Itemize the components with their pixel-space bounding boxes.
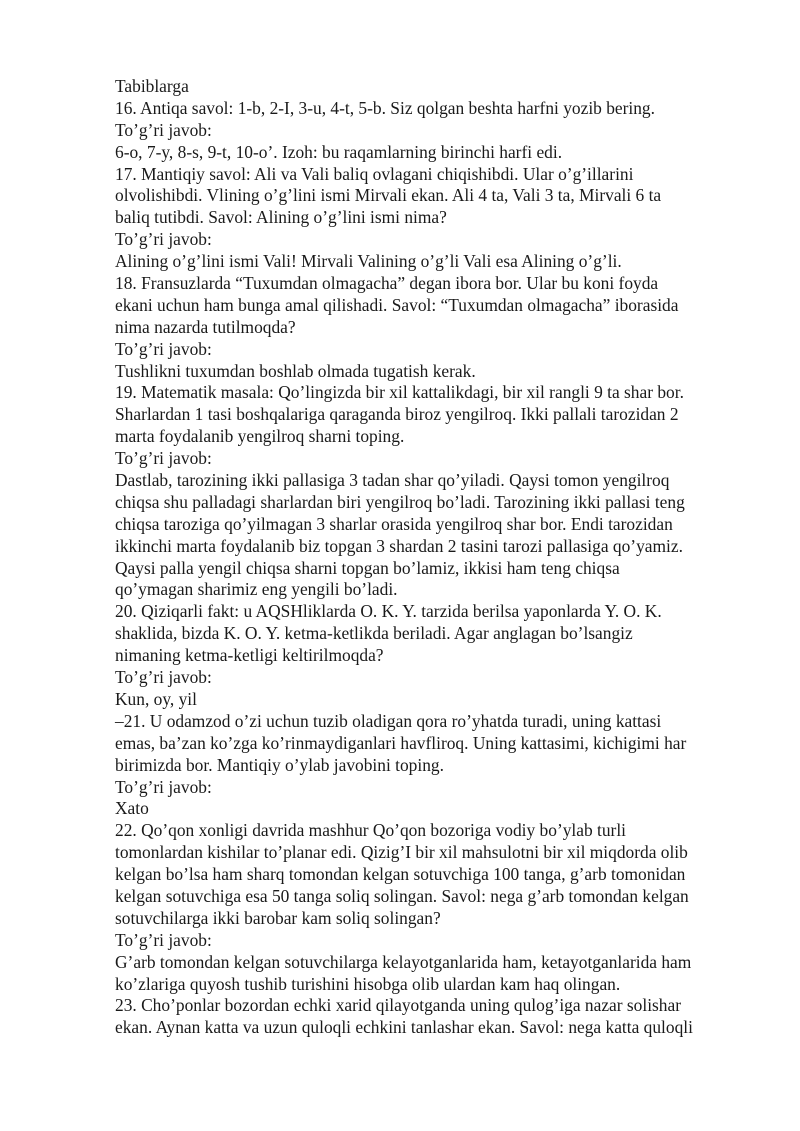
text-line: Qaysi palla yengil chiqsa sharni topgan bo’lamiz, ikkisi ham teng chiqsa — [115, 557, 620, 578]
text-line: Dastlab, tarozining ikki pallasiga 3 tadan shar qo’yiladi. Qaysi tomon yengilroq — [115, 470, 670, 491]
text-line: Xato — [115, 798, 149, 819]
text-line: birimizda bor. Mantiqiy o’ylab javobini toping. — [115, 754, 444, 775]
text-line: ekani uchun ham bunga amal qilishadi. Savol: “Tuxumdan olmagacha” iborasida — [115, 294, 679, 315]
text-line: Alining o’g’lini ismi Vali! Mirvali Valining o’g’li Vali esa Alining o’g’li. — [115, 251, 622, 272]
text-line: To’g’ri javob: — [115, 229, 212, 250]
text-line: baliq tutibdi. Savol: Alining o’g’lini ismi nima? — [115, 207, 447, 228]
text-line: To’g’ri javob: — [115, 448, 212, 469]
document-text — [115, 76, 755, 1039]
text-line: tomonlardan kishilar to’planar edi. Qizig’I bir xil mahsulotni bir xil miqdorda olib — [115, 842, 688, 863]
text-line: ko’zlariga quyosh tushib turishini hisobga olib ulardan kam haq olingan. — [115, 973, 621, 994]
text-line: chiqsa shu palladagi sharlardan biri yengilroq bo’ladi. Tarozining ikki pallasi teng — [115, 491, 685, 512]
text-line: –21. U odamzod o’zi uchun tuzib oladigan qora ro’yhatda turadi, uning kattasi — [115, 710, 662, 731]
text-line: emas, ba’zan ko’zga ko’rinmaydiganlari havfliroq. Uning kattasimi, kichigimi har — [115, 732, 687, 753]
text-line: nimaning ketma-ketligi keltirilmoqda? — [115, 645, 384, 666]
text-line: To’g’ri javob: — [115, 119, 212, 140]
text-line: nima nazarda tutilmoqda? — [115, 316, 296, 337]
text-line: kelgan bo’lsa ham sharq tomondan kelgan sotuvchiga 100 tanga, g’arb tomonidan — [115, 864, 686, 885]
text-line: To’g’ri javob: — [115, 338, 212, 359]
text-line: kelgan sotuvchiga esa 50 tanga soliq solingan. Savol: nega g’arb tomondan kelgan — [115, 885, 689, 906]
text-line: 16. Antiqa savol: 1-b, 2-I, 3-u, 4-t, 5-b. Siz qolgan beshta harfni yozib bering. — [115, 97, 655, 118]
text-line: chiqsa taroziga qo’yilmagan 3 sharlar orasida yengilroq shar bor. Endi tarozidan — [115, 513, 673, 534]
text-line: olvolishibdi. Vlining o’g’lini ismi Mirvali ekan. Ali 4 ta, Vali 3 ta, Mirvali 6 ta — [115, 185, 662, 206]
text-line: marta foydalanib yengilroq sharni toping. — [115, 426, 405, 447]
text-line: 19. Matematik masala: Qo’lingizda bir xil kattalikdagi, bir xil rangli 9 ta shar bor. — [115, 382, 684, 403]
text-line: 17. Mantiqiy savol: Ali va Vali baliq ovlagani chiqishibdi. Ular o’g’illarini — [115, 163, 634, 184]
text-line: sotuvchilarga ikki barobar kam soliq solingan? — [115, 907, 441, 928]
text-line: 18. Fransuzlarda “Tuxumdan olmagacha” degan ibora bor. Ular bu koni foyda — [115, 273, 659, 294]
text-line: 22. Qo’qon xonligi davrida mashhur Qo’qon bozoriga vodiy bo’ylab turli — [115, 820, 627, 841]
text-line: 6-o, 7-y, 8-s, 9-t, 10-o’. Izoh: bu raqamlarning birinchi harfi edi. — [115, 141, 563, 162]
text-line: ekan. Aynan katta va uzun quloqli echkini tanlashar ekan. Savol: nega katta quloqli — [115, 1017, 693, 1038]
text-line: qo’ymagan sharimiz eng yengili bo’ladi. — [115, 579, 398, 600]
text-line: G’arb tomondan kelgan sotuvchilarga kelayotganlarida ham, ketayotganlarida ham — [115, 951, 692, 972]
text-line: shaklida, bizda K. O. Y. ketma-ketlikda beriladi. Agar anglagan bo’lsangiz — [115, 623, 633, 644]
text-line: To’g’ri javob: — [115, 929, 212, 950]
text-line: ikkinchi marta foydalanib biz topgan 3 shardan 2 tasini tarozi pallasiga qo’yamiz. — [115, 535, 683, 556]
text-line: To’g’ri javob: — [115, 667, 212, 688]
text-line: 20. Qiziqarli fakt: u AQSHliklarda O. K. Y. tarzida berilsa yaponlarda Y. O. K. — [115, 601, 662, 622]
text-line: Tushlikni tuxumdan boshlab olmada tugatish kerak. — [115, 360, 476, 381]
text-line: To’g’ri javob: — [115, 776, 212, 797]
text-line: Kun, oy, yil — [115, 688, 197, 709]
text-line: Tabiblarga — [115, 76, 189, 96]
text-line: Sharlardan 1 tasi boshqalariga qaraganda biroz yengilroq. Ikki pallali tarozidan 2 — [115, 404, 679, 425]
text-line: 23. Cho’ponlar bozordan echki xarid qilayotganda uning qulog’iga nazar solishar — [115, 995, 682, 1016]
